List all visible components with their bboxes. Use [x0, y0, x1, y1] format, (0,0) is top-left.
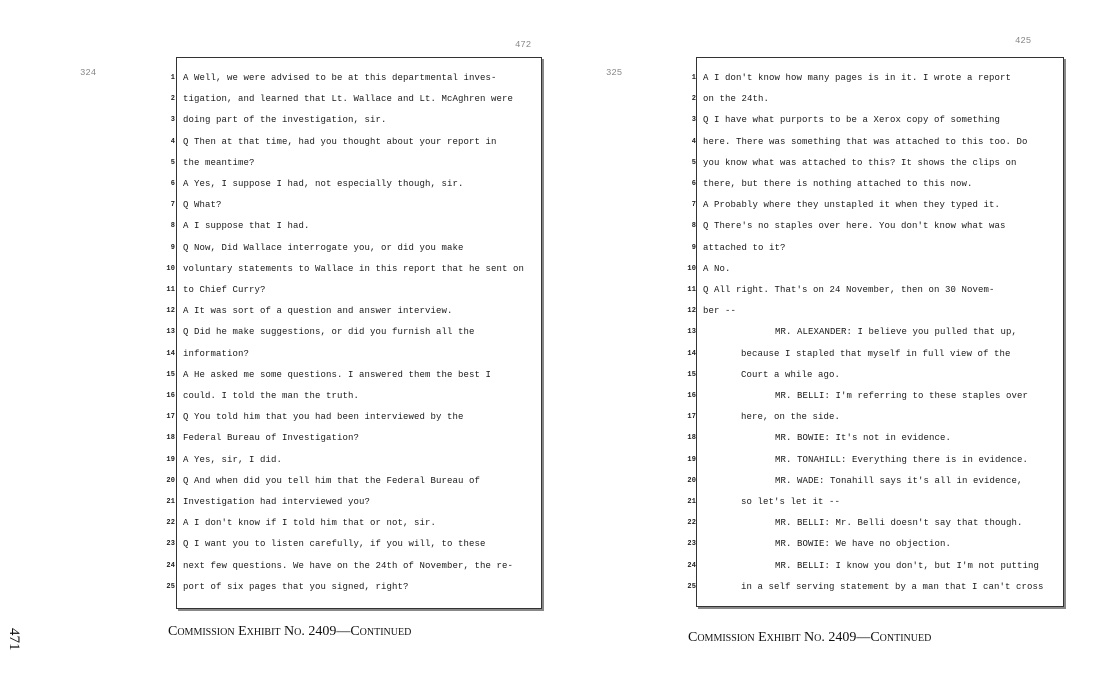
transcript-line — [166, 346, 541, 362]
line-number: 24 — [166, 561, 175, 570]
line-number: 20 — [166, 476, 175, 485]
transcript-line — [166, 388, 541, 404]
transcript-line — [166, 579, 541, 595]
left-side-ref: 324 — [80, 68, 97, 78]
transcript-line — [687, 452, 1063, 468]
transcript-line — [170, 240, 541, 256]
line-text: Q There's no staples over here. You don't know what was — [703, 221, 1006, 232]
line-number: 19 — [166, 455, 175, 464]
line-text: on the 24th. — [703, 94, 770, 105]
transcript-line — [691, 197, 1063, 213]
line-number: 24 — [687, 561, 696, 570]
transcript-line — [170, 197, 541, 213]
transcript-line — [687, 303, 1063, 319]
line-text: Court a while ago. — [741, 369, 841, 380]
line-text: you know what was attached to this? It shows the clips on — [703, 157, 1017, 168]
transcript-line — [687, 409, 1063, 425]
line-text: Q And when did you tell him that the Federal Bureau of — [183, 475, 481, 486]
line-number: 17 — [166, 413, 175, 422]
line-number: 14 — [687, 349, 696, 358]
line-number: 14 — [166, 349, 175, 358]
line-text: MR. BELLI: I'm referring to these staples over — [775, 391, 1029, 401]
line-text: A No. — [703, 263, 731, 274]
line-number: 4 — [170, 137, 175, 146]
line-text: A Yes, I suppose I had, not especially though, sir. — [183, 179, 464, 189]
line-text: doing part of the investigation, sir. — [183, 115, 387, 126]
line-text: Q Now, Did Wallace interrogate you, or did you make — [183, 242, 464, 253]
transcript-line — [170, 112, 541, 128]
transcript-line — [687, 367, 1063, 383]
line-text: because I stapled that myself in full view of the — [741, 348, 1011, 359]
line-text: voluntary statements to Wallace in this report that he sent on — [183, 263, 525, 274]
transcript-line — [170, 218, 541, 234]
transcript-line — [691, 176, 1063, 192]
line-number: 22 — [166, 519, 175, 528]
line-number: 25 — [687, 582, 696, 591]
line-number: 1 — [691, 74, 696, 82]
left-caption: Commission Exhibit No. 2409—Continued — [168, 624, 412, 639]
transcript-line — [691, 218, 1063, 234]
line-number: 11 — [166, 286, 175, 294]
transcript-line — [687, 473, 1063, 489]
line-text: A Well, we were advised to be at this departmental inves- — [183, 73, 497, 83]
line-text: A Yes, sir, I did. — [183, 454, 283, 465]
line-number: 17 — [687, 413, 696, 422]
transcript-line — [170, 91, 541, 107]
line-number: 22 — [687, 519, 696, 528]
line-number: 7 — [691, 201, 696, 210]
line-text: MR. ALEXANDER: I believe you pulled that up, — [775, 327, 1018, 338]
transcript-line — [687, 536, 1063, 552]
line-number: 18 — [166, 434, 175, 443]
transcript-line — [166, 452, 541, 468]
line-text: here, on the side. — [741, 412, 841, 423]
transcript-line — [170, 70, 541, 86]
left-top-number: 472 — [515, 40, 532, 50]
transcript-line — [170, 176, 541, 192]
transcript-line — [166, 367, 541, 383]
transcript-line — [691, 112, 1063, 128]
line-text: Q Did he make suggestions, or did you furnish all the — [183, 327, 475, 338]
line-text: so let's let it -- — [741, 497, 841, 507]
transcript-line — [170, 155, 541, 171]
transcript-line — [687, 494, 1063, 510]
line-number: 12 — [687, 307, 696, 316]
line-number: 5 — [170, 158, 175, 167]
line-text: Federal Bureau of Investigation? — [183, 433, 360, 444]
line-number: 6 — [170, 180, 175, 188]
line-number: 11 — [687, 286, 696, 294]
transcript-line — [170, 134, 541, 150]
line-number: 23 — [166, 540, 175, 549]
transcript-line — [166, 303, 541, 319]
transcript-line — [166, 473, 541, 489]
line-number: 3 — [170, 116, 175, 125]
transcript-line — [687, 579, 1063, 595]
line-number: 4 — [691, 137, 696, 146]
line-number: 21 — [166, 498, 175, 506]
line-text: here. There was something that was attached to this too. Do — [703, 136, 1028, 147]
transcript-line — [691, 134, 1063, 150]
line-text: Q All right. That's on 24 November, then on 30 Novem- — [703, 285, 995, 295]
line-text: Q Then at that time, had you thought about your report in — [183, 136, 497, 147]
transcript-line — [687, 324, 1063, 340]
line-number: 1 — [170, 74, 175, 82]
line-text: Q I have what purports to be a Xerox copy of something — [703, 115, 1001, 126]
transcript-line — [691, 240, 1063, 256]
transcript-line — [687, 261, 1063, 277]
line-number: 9 — [170, 243, 175, 252]
transcript-line — [166, 536, 541, 552]
line-text: could. I told the man the truth. — [183, 391, 360, 401]
line-text: information? — [183, 348, 250, 359]
transcript-line — [687, 388, 1063, 404]
line-number: 6 — [691, 180, 696, 188]
line-text: MR. BELLI: I know you don't, but I'm not putting — [775, 560, 1040, 571]
transcript-line — [166, 282, 541, 298]
line-number: 25 — [166, 582, 175, 591]
line-number: 10 — [687, 264, 696, 273]
line-text: there, but there is nothing attached to this now. — [703, 179, 973, 189]
transcript-line — [687, 346, 1063, 362]
transcript-line — [691, 70, 1063, 86]
line-text: MR. BOWIE: It's not in evidence. — [775, 433, 952, 444]
line-text: to Chief Curry? — [183, 285, 266, 295]
line-number: 15 — [687, 370, 696, 379]
line-text: MR. WADE: Tonahill says it's all in evidence, — [775, 475, 1023, 486]
line-number: 10 — [166, 264, 175, 273]
line-number: 13 — [687, 328, 696, 337]
line-text: A He asked me some questions. I answered them the best I — [183, 369, 492, 380]
line-text: in a self serving statement by a man that I can't cross — [741, 581, 1044, 592]
line-number: 8 — [170, 222, 175, 231]
line-number: 23 — [687, 540, 696, 549]
line-text: Investigation had interviewed you? — [183, 497, 371, 507]
transcript-line — [166, 409, 541, 425]
transcript-line — [166, 324, 541, 340]
line-number: 18 — [687, 434, 696, 443]
line-number: 13 — [166, 328, 175, 337]
left-transcript-page — [166, 57, 542, 609]
line-text: A I suppose that I had. — [183, 221, 310, 232]
line-number: 16 — [687, 392, 696, 400]
line-number: 19 — [687, 455, 696, 464]
right-caption: Commission Exhibit No. 2409—Continued — [688, 630, 932, 645]
transcript-line — [166, 515, 541, 531]
transcript-line — [691, 91, 1063, 107]
line-number: 9 — [691, 243, 696, 252]
line-number: 8 — [691, 222, 696, 231]
transcript-line — [166, 558, 541, 574]
line-text: port of six pages that you signed, right? — [183, 581, 409, 592]
page-number: 471 — [6, 628, 22, 651]
line-number: 3 — [691, 116, 696, 125]
line-number: 7 — [170, 201, 175, 210]
line-text: A Probably where they unstapled it when they typed it. — [703, 200, 1001, 211]
line-text: next few questions. We have on the 24th of November, the re- — [183, 560, 514, 571]
line-text: attached to it? — [703, 242, 786, 253]
transcript-line — [687, 282, 1063, 298]
line-number: 5 — [691, 158, 696, 167]
line-number: 16 — [166, 392, 175, 400]
transcript-line — [166, 261, 541, 277]
line-number: 15 — [166, 370, 175, 379]
line-text: MR. BOWIE: We have no objection. — [775, 539, 952, 550]
line-number: 21 — [687, 498, 696, 506]
transcript-line — [166, 494, 541, 510]
line-number: 20 — [687, 476, 696, 485]
transcript-line — [166, 430, 541, 446]
line-text: A It was sort of a question and answer interview. — [183, 306, 453, 317]
line-number: 2 — [691, 95, 696, 104]
line-text: MR. BELLI: Mr. Belli doesn't say that though. — [775, 518, 1023, 529]
right-top-number: 425 — [1015, 36, 1032, 46]
line-text: Q What? — [183, 200, 222, 211]
right-side-ref: 325 — [606, 68, 623, 78]
line-number: 12 — [166, 307, 175, 316]
line-text: A I don't know if I told him that or not, sir. — [183, 518, 437, 529]
line-text: Q You told him that you had been interviewed by the — [183, 412, 464, 423]
transcript-line — [691, 155, 1063, 171]
line-number: 2 — [170, 95, 175, 104]
transcript-line — [687, 430, 1063, 446]
right-transcript-page — [687, 57, 1064, 607]
line-text: the meantime? — [183, 157, 255, 168]
line-text: ber -- — [703, 306, 737, 317]
transcript-line — [687, 515, 1063, 531]
line-text: A I don't know how many pages is in it. I wrote a report — [703, 73, 1012, 83]
line-text: tigation, and learned that Lt. Wallace and Lt. McAghren were — [183, 94, 514, 105]
line-text: Q I want you to listen carefully, if you will, to these — [183, 539, 486, 550]
line-text: MR. TONAHILL: Everything there is in evidence. — [775, 454, 1029, 465]
transcript-line — [687, 558, 1063, 574]
